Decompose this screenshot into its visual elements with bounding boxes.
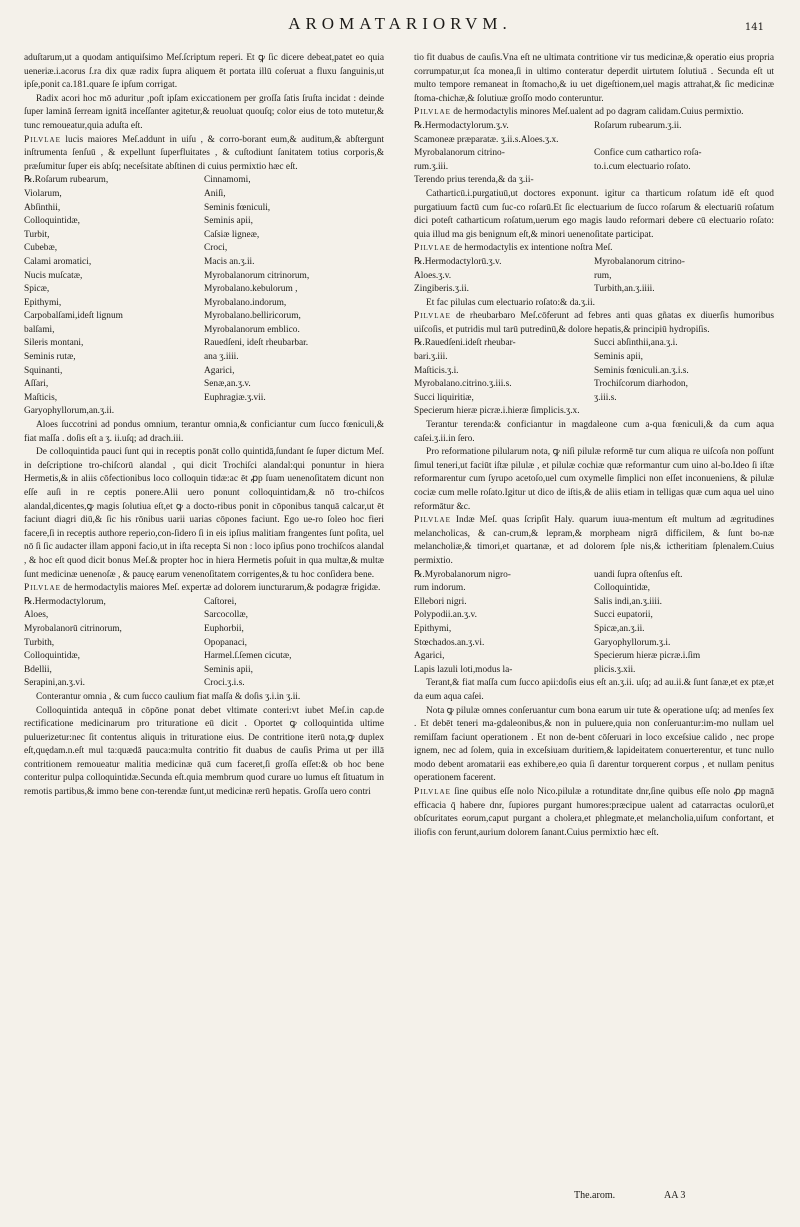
recipe-ingredient: ℞.Roſarum rubearum,	[24, 175, 109, 186]
recipe-row	[24, 677, 384, 691]
section-heading: Pilvlae	[414, 243, 451, 254]
paragraph: aduſtarum,ut a quodam antiquiſsimo Meſ.ſcriptum reperi. Et ꝙ ſic dicere debeat,patet eo quia ueneriæ.i.acorus ſ.ra dix quæ radix ſupra aliquem ēt portata illū coſeruat a fluxu ſanguinis,ut ipſe,ponit ca.181.quare ſe ipſum corrigat.	[24, 53, 384, 91]
paragraph-text: de hermodactylis minores Meſ.ualent ad po dagram calidam.Cuius permixtio.	[450, 107, 744, 118]
paragraph: Terantur terenda:& conficiantur in magdaleone cum a-qua fœniculi,& da cum aqua caſei.ʒ.ii.in ſero.	[414, 420, 774, 444]
recipe-ingredient: Euphragiæ.ʒ.vii.	[204, 392, 266, 403]
recipe-row	[24, 283, 384, 297]
recipe-ingredient: Turbith,an.ʒ.iiii.	[594, 284, 655, 295]
recipe-ingredient: Croci,	[204, 243, 228, 254]
recipe-ingredient: Zingiberis.ʒ.ii.	[414, 284, 469, 295]
page-header	[0, 14, 800, 46]
recipe-row	[24, 405, 384, 419]
paragraph: Radix acori hoc mō aduritur ,poſt ipſam exiccationem per groſſa ſatis ſruſta incidat : deinde ſuper laminā ſerream ignitā inceſſanter agitetur,& reuoluat quouſq; color eius de toto mutetur,& tunc remoueatur,quia aduſta eſt.	[24, 93, 384, 131]
recipe-row	[24, 188, 384, 202]
recipe-ingredient: Ellebori nigri.	[414, 596, 467, 607]
paragraph	[24, 134, 384, 175]
running-title: AROMATARIORVM.	[288, 14, 512, 33]
recipe-row	[414, 351, 774, 365]
recipe-row	[414, 365, 774, 379]
recipe-row	[24, 351, 384, 365]
recipe-ingredient: Maſticis,	[24, 392, 58, 403]
recipe-ingredient: ℞.Myrobalanorum nigro-	[414, 569, 511, 580]
recipe-ingredient: uandi ſupra oſtenſus eſt.	[594, 569, 683, 580]
recipe-list	[414, 569, 774, 678]
recipe-ingredient: Aloes,	[24, 610, 49, 621]
paragraph-text: de rheubarbaro Meſ.cōferunt ad febres anti quas gñatas ex diuerſis humoribus uiſcoſis, et putridis mul tarū putredinū,& dolore hepatis,& principiū hydropiſis.	[414, 311, 774, 335]
recipe-row	[414, 596, 774, 610]
recipe-row	[414, 569, 774, 583]
recipe-rows	[414, 337, 774, 405]
recipe-row	[24, 637, 384, 651]
left-column	[24, 52, 384, 1187]
recipe-ingredient: Myrobalano.citrino.ʒ.iii.s.	[414, 379, 512, 390]
recipe-ingredient: ℞.Hermodactylorum,	[24, 596, 106, 607]
recipe-row	[414, 392, 774, 406]
recipe-row	[24, 215, 384, 229]
recipe-ingredient: Harmel.ſ.ſemen cicutæ,	[204, 651, 292, 662]
recipe-list	[24, 174, 384, 419]
recipe-ingredient: Croci.ʒ.i.s.	[204, 678, 245, 689]
recipe-ingredient: Aſſari,	[24, 379, 49, 390]
recipe-ingredient: Garyophyllorum.ʒ.i.	[594, 637, 671, 648]
recipe-ingredient: Macis an.ʒ.ii.	[204, 256, 255, 267]
recipe-ingredient: rum indorum.	[414, 583, 466, 594]
recipe-ingredient: Abſinthii,	[24, 202, 61, 213]
recipe-ingredient: Myrobalanorum citrino-	[414, 148, 505, 159]
recipe-ingredient: Epithymi,	[414, 623, 452, 634]
recipe-ingredient: Seminis fœniculi.an.ʒ.i.s.	[594, 365, 689, 376]
recipe-ingredient: Carpobalſami,ideſt lignum	[24, 311, 123, 322]
recipe-row	[24, 310, 384, 324]
recipe-ingredient: Turbit,	[24, 229, 50, 240]
recipe-ingredient: Myrobalanorum emblico.	[204, 324, 300, 335]
section-heading: Pilvlae	[24, 134, 61, 145]
recipe-ingredient: Salis indi,an.ʒ.iiii.	[594, 596, 662, 607]
recipe-ingredient: balſami,	[24, 324, 55, 335]
recipe-row	[414, 623, 774, 637]
recipe-ingredient: Aloes.ʒ.v.	[414, 270, 452, 281]
recipe-ingredient: bari.ʒ.iii.	[414, 352, 448, 363]
right-column	[414, 52, 774, 1187]
recipe-row	[414, 161, 774, 175]
recipe-ingredient: Myrobalano.kebulorum ,	[204, 284, 298, 295]
recipe-ingredient: Cinnamomi,	[204, 175, 251, 186]
recipe-row	[24, 174, 384, 188]
paragraph: Terendo prius terenda,& da ʒ.ii-	[414, 175, 534, 186]
recipe-ingredient: Calami aromatici,	[24, 256, 92, 267]
recipe-ingredient: ℞.Hermodactylorum.ʒ.v.	[414, 120, 509, 131]
paragraph: Et fac pilulas cum electuario roſato:& da.ʒ.ii.	[426, 297, 595, 308]
section-heading: Pilvlae	[414, 515, 451, 526]
recipe-ingredient: Caſtorei,	[204, 596, 237, 607]
recipe-ingredient: to.i.cum electuario roſato.	[594, 161, 691, 172]
recipe-row	[414, 609, 774, 623]
section-heading: Pilvlae	[414, 311, 451, 322]
recipe-row	[414, 582, 774, 596]
paragraph: Conterantur omnia , & cum ſucco caulium fiat maſſa & doſis ʒ.i.in ʒ.ii.	[36, 691, 301, 702]
recipe-ingredient: Seminis fœniculi,	[204, 202, 271, 213]
recipe-ingredient: plicis.ʒ.xii.	[594, 664, 636, 675]
recipe-row	[24, 664, 384, 678]
recipe-row	[24, 392, 384, 406]
paragraph	[414, 106, 774, 120]
recipe-row	[24, 623, 384, 637]
paragraph: Pro reformatione pilularum nota, ꝙ niſi pilulæ reformē tur cum aliqua re uiſcoſa non poſſunt ſimul teneri,ut faciūt iſtæ pilulæ , et pilulæ cochiæ quæ reformantur cum uino al-bo.Ideo ſi iſtæ reformarentur cum ſyrupo acetoſo,uel cum oxymelle ſimplici non eſſet inconueniens, & pilulæ cociæ cum melle roſato.Igitur ut dico de iſtis,& de aliis etiam in telligas quæ cum aqua uel uino reformātur &c.	[414, 447, 774, 512]
recipe-ingredient: Confice cum cathartico roſa-	[594, 148, 702, 159]
recipe-ingredient: Agarici,	[204, 365, 235, 376]
recipe-ingredient: Specierum hieræ picræ.i.ſim	[594, 651, 701, 662]
paragraph	[414, 786, 774, 840]
paragraph-text: lucis maiores Meſ.addunt in uiſu , & corro-borant eum,& auditum,& abſtergunt inſtrumenta ſenſuū , & expellunt ſuperfluitates , & cuſtodiunt ſanitatem totius corporis,& præſumitur ſuper eis abſq; neceſsitate abſtinen di cuius permixtio hæc eſt.	[24, 134, 384, 172]
recipe-row	[414, 270, 774, 284]
section-heading: Pilvlae	[414, 107, 451, 118]
recipe-row	[24, 242, 384, 256]
page-footer	[414, 1190, 774, 1206]
recipe-ingredient: Rauedſeni, ideſt rheubarbar.	[204, 338, 309, 349]
recipe-ingredient: Trochiſcorum diarhodon,	[594, 379, 688, 390]
recipe-ingredient: Succi abſinthii,ana.ʒ.i.	[594, 338, 678, 349]
recipe-ingredient: Roſarum rubearum.ʒ.ii.	[594, 120, 682, 131]
recipe-ingredient: Myrobalano.indorum,	[204, 297, 287, 308]
recipe-ingredient: Sarcocollæ,	[204, 610, 249, 621]
recipe-row	[414, 120, 774, 134]
recipe-ingredient: ʒ.iii.s.	[594, 392, 617, 403]
recipe-row	[24, 609, 384, 623]
paragraph: Nota ꝙ pilulæ omnes conſeruantur cum bona earum uir tute & operatione uſq; ad menſes ſex . Et debēt teneri ma-gdaleonibus,& non in puluere,quia non conſeruantur:im-mo nullam uel remiſſam faciunt operationem . Et non de-bent cōſeruari in loco exceſsiue calido , nec prope ignem, nec ad ſolem, quia in exceſsiuam duritiem,& lapideitatem conuerterentur, et tunc nullo modo debent aromatarii eas exhibere,eo quia ſi darentur torquerent corpus , et nullam penitus operationem facerent.	[414, 705, 774, 784]
recipe-ingredient: Myrobalano.belliricorum,	[204, 311, 301, 322]
recipe-ingredient: Lapis lazuli loti,modus la-	[414, 664, 513, 675]
paragraph	[414, 242, 774, 256]
recipe-ingredient: Nucis muſcatæ,	[24, 270, 83, 281]
recipe-ingredient: Aniſi,	[204, 188, 226, 199]
recipe-row	[24, 324, 384, 338]
recipe-ingredient: Agarici,	[414, 651, 445, 662]
paragraph-text: ſine quibus eſſe nolo Nico.pilulæ a rotunditate dnr,ſine quibus eſſe nolo ꝓp magnā efficacia q̄ habere dnr, ſupiores purgant humores:præcipue ualent ad catarractas oculorū,et obſcuritates eorum,caput purgant a cholera,et phlegmate,et melancholia,uiſum confortant, et iliofis con ferunt,aurium dolorem ſanant.Cuius permixtio hæc eſt.	[414, 787, 774, 838]
recipe-row	[414, 664, 774, 678]
section-heading: Pilvlae	[414, 787, 451, 798]
recipe-ingredient: Maſticis.ʒ.i.	[414, 365, 459, 376]
recipe-rows	[414, 256, 774, 297]
paragraph-text: Indæ Meſ. quas ſcripſit Haly. quarum iuua-mentum eſt multum ad ægritudines melancholicas, & can-crum,& lepram,& morpheam nigrā difficilem, & ſunt bo-næ melancholiæ,& timori,et quartanæ, et ad dolorem ſple nis,& ictheritiam ſplenalem.Cuius permixtio.	[414, 515, 774, 566]
recipe-ingredient: Myrobalanorum citrinorum,	[204, 270, 310, 281]
paragraph: Colloquintida antequā in cōpōne ponat debet vltimate conteri:vt iubet Meſ.in cap.de rectificatione medicinarum pro trituratione eū dicit . Oportet ꝙ colloquintida ultime puluerizetur:nec ſit contentus aliquis in trituratione eius. De contritione iterū nota,ꝙ duplex eſt,quędam.n.eſt mul ta:quædā pauca:multa contritio fit duabus de cauſis Prima ut per illā contritionem remoueatur malitia medicinæ quā cum faceret,ſi groſſa eſſet:& ob hoc bene conteritur pulpa colloquintidæ.Secunda eſt.quia membrum quod curare uo lumus eſt ſituatum in remotis partibus,& immo bene con-terendæ ſunt,ut medicinæ rerū hepatis. Groſſa uero contri	[24, 705, 384, 798]
recipe-ingredient: Scamoneæ præparatæ. ʒ.ii.s.Aloes.ʒ.x.	[414, 134, 559, 145]
recipe-ingredient: Spicæ,	[24, 284, 50, 295]
paragraph: Specierum hieræ picræ.i.hieræ ſimplicis.ʒ.x.	[414, 406, 580, 417]
recipe-ingredient: Squinanti,	[24, 365, 63, 376]
recipe-list	[414, 256, 774, 297]
recipe-ingredient: Cubebæ,	[24, 243, 58, 254]
recipe-ingredient: Euphorbii,	[204, 623, 244, 634]
recipe-ingredient: Opopanaci,	[204, 637, 247, 648]
paragraph	[414, 514, 774, 568]
recipe-ingredient: Seminis apii,	[594, 352, 643, 363]
recipe-ingredient	[204, 405, 384, 419]
recipe-row	[24, 596, 384, 610]
recipe-ingredient: Spicæ,an.ʒ.ii.	[594, 623, 645, 634]
recipe-rows	[24, 174, 384, 419]
recipe-row	[414, 256, 774, 270]
recipe-ingredient: Succi eupatorii,	[594, 610, 653, 621]
recipe-ingredient: Violarum,	[24, 188, 62, 199]
signature-mark: AA 3	[664, 1190, 686, 1201]
recipe-rows	[414, 569, 774, 678]
recipe-row	[414, 134, 774, 148]
recipe-row	[24, 297, 384, 311]
recipe-ingredient: Seminis apii,	[204, 664, 253, 675]
paragraph	[24, 582, 384, 596]
recipe-ingredient: Turbith,	[24, 637, 55, 648]
recipe-row	[414, 337, 774, 351]
paragraph-text: de hermodactylis ex intentione noſtra Meſ.	[450, 243, 613, 254]
recipe-ingredient: Serapini,an.ʒ.vi.	[24, 678, 85, 689]
paragraph-text: de hermodactylis maiores Meſ. expertæ ad dolorem iuncturarum,& podagræ frigidæ.	[60, 583, 381, 594]
recipe-row	[24, 202, 384, 216]
recipe-ingredient: Epithymi,	[24, 297, 62, 308]
paragraph: Terant,& fiat maſſa cum ſucco apii:doſis eius eſt an.ʒ.ii. uſq; ad au.ii.& ſunt ſanæ,et ex ptæ,et da eum aqua caſei.	[414, 678, 774, 702]
paragraph: De colloquintida pauci ſunt qui in receptis ponāt collo quintidā,ſundant ſe ſuper dictum Meſ. in deſcriptione tro-chiſcorū alandal , qui dicit Trochiſci alandal:qui ponuntur in hiera Hermetis,& in aliis cōfectionibus loco colloquin tidæ:ac ēt ꝓp ſuam uenenoſitatem dicunt non eſſe auſi in re ceptis ponere.Alii uero ponunt colloquintidam,& nō tro-chiſcos alandal,dicentes,ꝙ magis ſolutiua eſt,et ꝙ a docto-ribus ponit in cōponibus tanquā calcar,ut ēt faciunt diagri diū,& ſic his rōnibus uarii uarias cōpones faciunt. Ego ue-ro ſoleo hoc fieri facere,ſi in receptis authore reperio,con-ſidero ſi in eis ipſius malitiam frangentes ſunt poſita, uel nō ſi ſic audacter illam apponi facio,ut in iſta recepta Si non : loco ipſius pono trochiſcos alandal , & hoc eſt quod dicit bonus Meſ.& propter hoc in hiera Hermetis poſuit in qua multæ,& multæ ſunt medicinæ uenenoſæ , & paucę earum venenoſitatem corrigentes,& tu hoc conſidera bene.	[24, 447, 384, 580]
recipe-row	[24, 337, 384, 351]
recipe-ingredient: Colloquintidæ,	[24, 651, 80, 662]
section-heading: Pilvlae	[24, 583, 61, 594]
recipe-ingredient: ana ʒ.iiii.	[204, 352, 239, 363]
recipe-ingredient: rum.ʒ.iii.	[414, 161, 449, 172]
recipe-ingredient: Seminis rutæ,	[24, 352, 76, 363]
recipe-row	[414, 637, 774, 651]
recipe-ingredient: Colloquintidæ,	[24, 216, 80, 227]
recipe-ingredient: ℞.Hermodactylorū.ʒ.v.	[414, 256, 502, 267]
recipe-row	[24, 229, 384, 243]
recipe-ingredient: Garyophyllorum,an.ʒ.ii.	[24, 406, 115, 417]
recipe-ingredient: Sileris montani,	[24, 338, 84, 349]
paragraph: Catharticū.i.purgatiuū,ut doctores exponunt. igitur ca tharticum roſatum idē eſt quod purgatiuum factū cum ſuc-co roſarū.Et ſic electuarium de ſucco roſarum & electuariū roſatum dici poteſt catharticum roſatum,uerum ego magis laudo reformari debere cū electuario roſato: quia illud ma gis benignum eſt,& minori uenenoſitate participat.	[414, 188, 774, 240]
recipe-ingredient: rum,	[594, 270, 612, 281]
recipe-ingredient: Polypodii.an.ʒ.v.	[414, 610, 477, 621]
recipe-row	[24, 270, 384, 284]
paragraph: Aloes ſuccotrini ad pondus omnium, terantur omnia,& conficiantur cum ſucco fœniculi,& fiat maſſa . doſis eſt a ʒ. ii.uſq; ad drach.iii.	[24, 420, 384, 444]
recipe-row	[414, 147, 774, 161]
recipe-ingredient: ℞.Rauedſeni.ideſt rheubar-	[414, 338, 516, 349]
recipe-row	[414, 378, 774, 392]
page-number: 141	[744, 22, 764, 33]
recipe-list	[414, 120, 774, 174]
recipe-row	[24, 365, 384, 379]
recipe-list	[24, 596, 384, 691]
recipe-ingredient: Caſsiæ ligneæ,	[204, 229, 260, 240]
recipe-ingredient: Seminis apii,	[204, 216, 253, 227]
paragraph	[414, 310, 774, 337]
recipe-ingredient: Colloquintidæ,	[594, 583, 650, 594]
recipe-row	[414, 650, 774, 664]
catchword: The.arom.	[574, 1190, 616, 1201]
recipe-rows	[24, 596, 384, 691]
recipe-rows	[414, 120, 774, 174]
recipe-ingredient	[594, 134, 774, 148]
recipe-row	[24, 378, 384, 392]
recipe-row	[24, 256, 384, 270]
recipe-ingredient: Bdellii,	[24, 664, 52, 675]
recipe-list	[414, 337, 774, 405]
recipe-ingredient: Senæ,an.ʒ.v.	[204, 379, 251, 390]
recipe-ingredient: Myrobalanorū citrinorum,	[24, 623, 122, 634]
recipe-row	[414, 283, 774, 297]
recipe-ingredient: Stœchados.an.ʒ.vi.	[414, 637, 485, 648]
recipe-ingredient: Myrobalanorum citrino-	[594, 256, 685, 267]
recipe-ingredient: Succi liquiritiæ,	[414, 392, 474, 403]
paragraph: tio fit duabus de cauſis.Vna eſt ne ultimata contritione vir tus medicinæ,& operatio eius propria corrumpatur,ut ſca monea,ſi in ultimo conteratur deperdit uirtutem ſolutiuā . Secunda eſt ut multo tempore remaneat in ſtomacho,& iu uet digeſtionem,uel magis attrahat,& ſic medicinæ ſtoma-chichæ,& ſolutiuæ groſſo modo conteruntur.	[414, 53, 774, 104]
recipe-row	[24, 650, 384, 664]
